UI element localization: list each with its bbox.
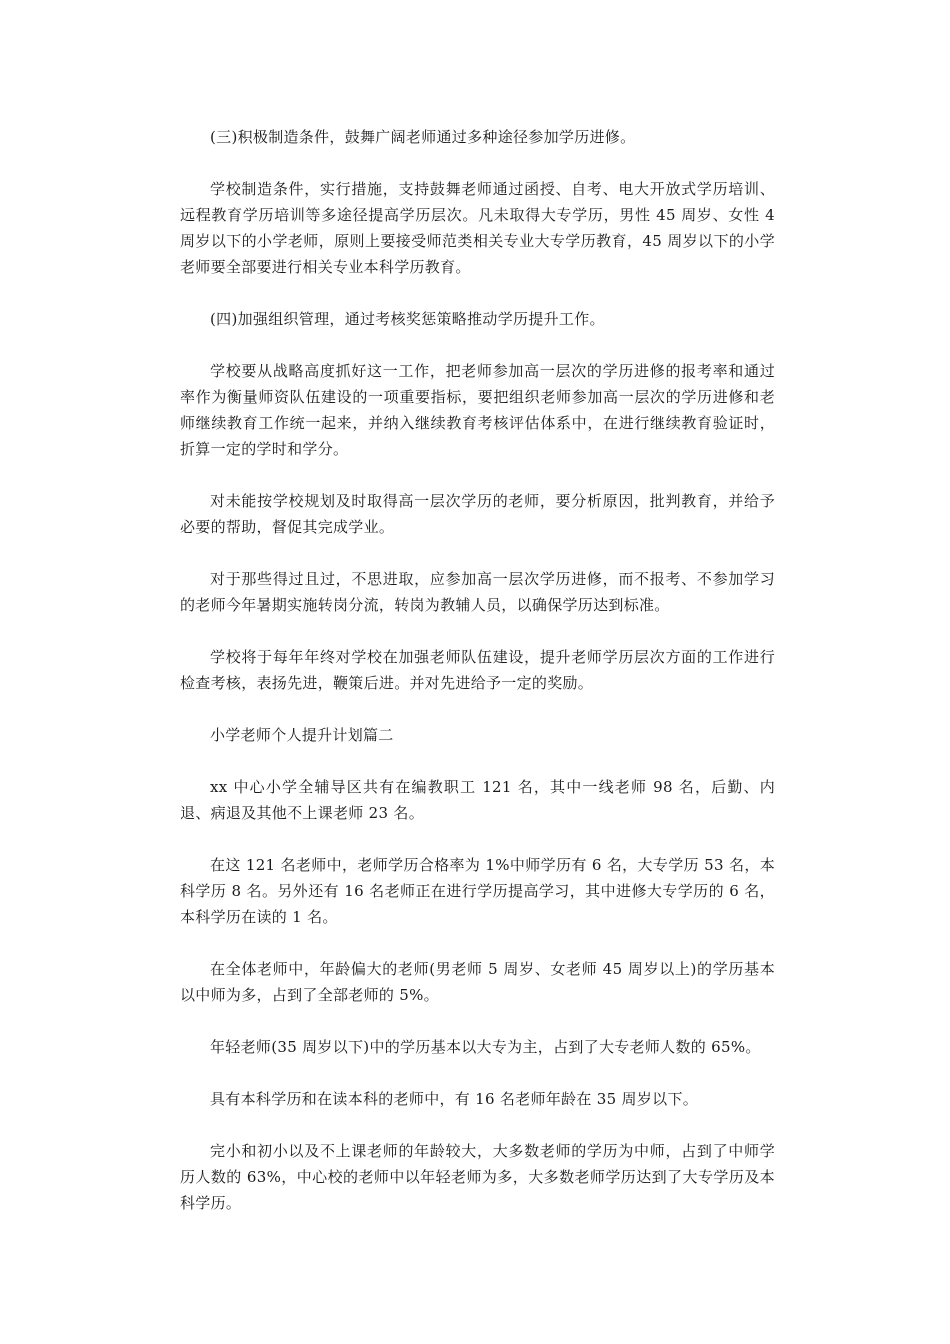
paragraph: xx 中心小学全辅导区共有在编教职工 121 名，其中一线老师 98 名，后勤、内退、病退及其他不上课老师 23 名。 (180, 778, 775, 822)
paragraph: 对未能按学校规划及时取得高一层次学历的老师，要分析原因，批判教育，并给予必要的帮助，督促其完成学业。 (180, 492, 775, 536)
paragraph: 学校将于每年年终对学校在加强老师队伍建设，提升老师学历层次方面的工作进行检查考核，表扬先进，鞭策后进。并对先进给予一定的奖励。 (180, 648, 775, 692)
paragraph: 完小和初小以及不上课老师的年龄较大，大多数老师的学历为中师，占到了中师学历人数的 63%，中心校的老师中以年轻老师为多，大多数老师学历达到了大专学历及本科学历。 (180, 1142, 775, 1212)
document-body (180, 124, 775, 1242)
paragraph: 在全体老师中，年龄偏大的老师(男老师 5 周岁、女老师 45 周岁以上)的学历基本以中师为多，占到了全部老师的 5%。 (180, 960, 775, 1004)
paragraph: 对于那些得过且过，不思进取，应参加高一层次学历进修，而不报考、不参加学习的老师今年暑期实施转岗分流，转岗为教辅人员，以确保学历达到标准。 (180, 570, 775, 614)
section-heading-4: (四)加强组织管理，通过考核奖惩策略推动学历提升工作。 (210, 310, 605, 328)
paragraph: 学校要从战略高度抓好这一工作，把老师参加高一层次的学历进修的报考率和通过率作为衡量师资队伍建设的一项重要指标，要把组织老师参加高一层次的学历进修和老师继续教育工作统一起来，并纳入继续教育考核评估体系中，在进行继续教育验证时，折算一定的学时和学分。 (180, 362, 775, 458)
paragraph: 在这 121 名老师中，老师学历合格率为 1%中师学历有 6 名，大专学历 53 名，本科学历 8 名。另外还有 16 名老师正在进行学历提高学习，其中进修大专学历的 6 名，本科学历在读的 1 名。 (180, 856, 775, 926)
article-subtitle: 小学老师个人提升计划篇二 (210, 726, 394, 744)
paragraph: 具有本科学历和在读本科的老师中，有 16 名老师年龄在 35 周岁以下。 (210, 1090, 699, 1108)
paragraph: 学校制造条件，实行措施，支持鼓舞老师通过函授、自考、电大开放式学历培训、远程教育学历培训等多途径提高学历层次。凡未取得大专学历，男性 45 周岁、女性 4 周岁以下的小学老师，原则上要接受师范类相关专业大专学历教育，45 周岁以下的小学老师要全部要进行相关专业本科学历教育。 (180, 180, 775, 276)
section-heading-3: (三)积极制造条件，鼓舞广阔老师通过多种途径参加学历进修。 (210, 128, 636, 146)
paragraph: 年轻老师(35 周岁以下)中的学历基本以大专为主，占到了大专老师人数的 65%。 (210, 1038, 761, 1056)
